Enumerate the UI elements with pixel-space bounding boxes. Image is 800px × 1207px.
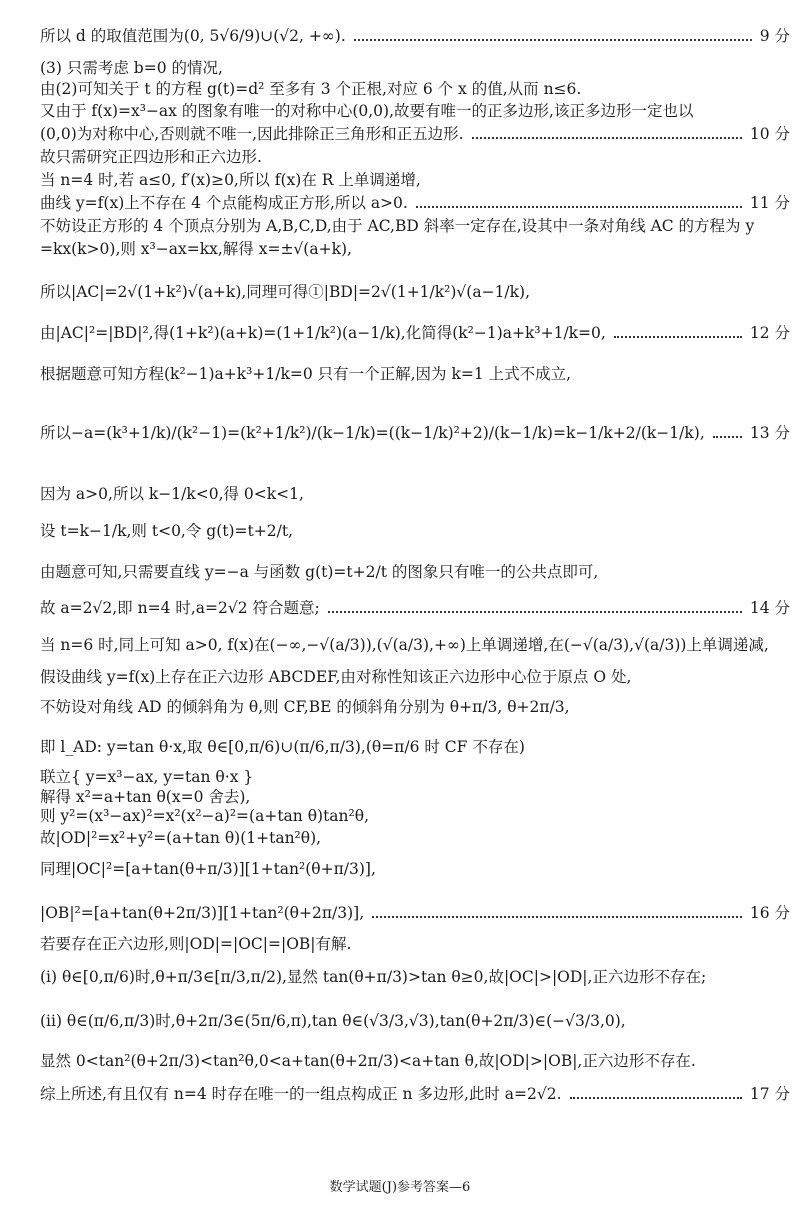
line-text: 由(2)可知关于 t 的方程 g(t)=d² 至多有 3 个正根,对应 6 个 x 的值,从而 n≤6. [40,80,582,98]
solution-line [40,1084,790,1104]
solution-line [40,282,790,302]
line-text: 由|AC|²=|BD|²,得(1+k²)(a+k)=(1+1/k²)(a−1/k),化简得(k²−1)a+k³+1/k=0, [40,324,606,342]
solution-line [40,170,790,190]
line-text: 所以|AC|=2√(1+k²)√(a+k),同理可得①|BD|=2√(1+1/k²)√(a−1/k), [40,283,531,301]
solution-line [40,806,790,826]
solution-line [40,26,790,46]
line-text: 联立{ y=x³−ax, y=tan θ·x } [40,768,254,786]
dot-leader [372,916,742,918]
dot-leader [354,39,752,41]
line-text: (3) 只需考虑 b=0 的情况, [40,59,223,77]
score-label: 9 分 [759,27,790,45]
line-text: 故|OD|²=x²+y²=(a+tan θ)(1+tan²θ), [40,829,322,847]
line-text: 则 y²=(x³−ax)²=x²(x²−a)²=(a+tan θ)tan²θ, [40,807,369,825]
solution-line [40,101,790,121]
score-label: 10 分 [749,125,790,143]
solution-line [40,562,790,582]
line-text: 显然 0<tan²(θ+2π/3)<tan²θ,0<a+tan(θ+2π/3)<a+tan θ,故|OD|>|OB|,正六边形不存在. [40,1052,696,1070]
line-text: (ii) θ∈(π/6,π/3)时,θ+2π/3∈(5π/6,π),tan θ∈(√3/3,√3),tan(θ+2π/3)∈(−√3/3,0), [40,1012,626,1030]
line-text: 根据题意可知方程(k²−1)a+k³+1/k=0 只有一个正解,因为 k=1 上式不成立, [40,365,572,383]
solution-line [40,767,790,787]
line-text: 设 t=k−1/k,则 t<0,令 g(t)=t+2/t, [40,522,293,540]
score-label: 13 分 [749,424,790,442]
solution-line [40,934,790,954]
solution-line [40,598,790,618]
score-label: 14 分 [749,599,790,617]
line-text: 因为 a>0,所以 k−1/k<0,得 0<k<1, [40,485,304,503]
line-text: 当 n=4 时,若 a≤0, f′(x)≥0,所以 f(x)在 R 上单调递增, [40,171,421,189]
solution-line [40,147,790,167]
page-footer: 数学试题(J)参考答案—6 [329,1180,471,1195]
line-text: (0,0)为对称中心,否则就不唯一,因此排除正三角形和正五边形. [40,125,464,143]
solution-line [40,193,790,213]
line-text: 故 a=2√2,即 n=4 时,a=2√2 符合题意; [40,599,320,617]
score-label: 12 分 [749,324,790,342]
solution-line [40,79,790,99]
line-text: 由题意可知,只需要直线 y=−a 与函数 g(t)=t+2/t 的图象只有唯一的公共点即可, [40,563,599,581]
line-text: 不妨设对角线 AD 的倾斜角为 θ,则 CF,BE 的倾斜角分别为 θ+π/3, θ+2π/3, [40,698,570,716]
score-label: 11 分 [749,194,790,212]
dot-leader [416,206,742,208]
solution-line [40,967,790,987]
line-text: 又由于 f(x)=x³−ax 的图象有唯一的对称中心(0,0),故要有唯一的正多边形,该正多边形一定也以 [40,102,694,120]
score-label: 16 分 [749,904,790,922]
line-text: 综上所述,有且仅有 n=4 时存在唯一的一组点构成正 n 多边形,此时 a=2√2. [40,1085,562,1103]
line-text: 当 n=6 时,同上可知 a>0, f(x)在(−∞,−√(a/3)),(√(a/3),+∞)上单调递增,在(−√(a/3),√(a/3))上单调递减, [40,636,769,654]
solution-line [40,737,790,757]
line-text: 所以−a=(k³+1/k)/(k²−1)=(k²+1/k²)/(k−1/k)=((k−1/k)²+2)/(k−1/k)=k−1/k+2/(k−1/k), [40,424,705,442]
solution-line [40,667,790,687]
solution-line [40,859,790,879]
line-text: =kx(k>0),则 x³−ax=kx,解得 x=±√(a+k), [40,240,352,258]
line-text: 所以 d 的取值范围为(0, 5√6/9)∪(√2, +∞). [40,27,346,45]
solution-line [40,903,790,923]
solution-line [40,216,790,236]
solution-line [40,828,790,848]
solution-line [40,787,790,807]
dot-leader [570,1097,742,1099]
line-text: |OB|²=[a+tan(θ+2π/3)][1+tan²(θ+2π/3)], [40,904,365,922]
solution-line [40,124,790,144]
score-label: 17 分 [749,1085,790,1103]
line-text: 若要存在正六边形,则|OD|=|OC|=|OB|有解. [40,935,352,953]
dot-leader [472,137,742,139]
line-text: (i) θ∈[0,π/6)时,θ+π/3∈[π/3,π/2),显然 tan(θ+π/3)>tan θ≥0,故|OC|>|OD|,正六边形不存在; [40,968,707,986]
solution-line [40,521,790,541]
solution-line [40,364,790,384]
solution-line [40,484,790,504]
solution-line [40,423,790,443]
line-text: 同理|OC|²=[a+tan(θ+π/3)][1+tan²(θ+π/3)], [40,860,376,878]
line-text: 不妨设正方形的 4 个顶点分别为 A,B,C,D,由于 AC,BD 斜率一定存在,设其中一条对角线 AC 的方程为 y [40,217,755,235]
dot-leader [713,436,742,438]
line-text: 假设曲线 y=f(x)上存在正六边形 ABCDEF,由对称性知该正六边形中心位于原点 O 处, [40,668,632,686]
dot-leader [328,611,742,613]
solution-line [40,1051,790,1071]
solution-line [40,58,790,78]
line-text: 解得 x²=a+tan θ(x=0 舍去), [40,788,251,806]
solution-line [40,323,790,343]
solution-line [40,1011,790,1031]
solution-line [40,635,790,655]
line-text: 故只需研究正四边形和正六边形. [40,148,262,166]
line-text: 即 l_AD: y=tan θ·x,取 θ∈[0,π/6)∪(π/6,π/3),(θ=π/6 时 CF 不存在) [40,738,525,756]
solution-line [40,239,790,259]
solution-line [40,697,790,717]
line-text: 曲线 y=f(x)上不存在 4 个点能构成正方形,所以 a>0. [40,194,408,212]
dot-leader [614,336,742,338]
